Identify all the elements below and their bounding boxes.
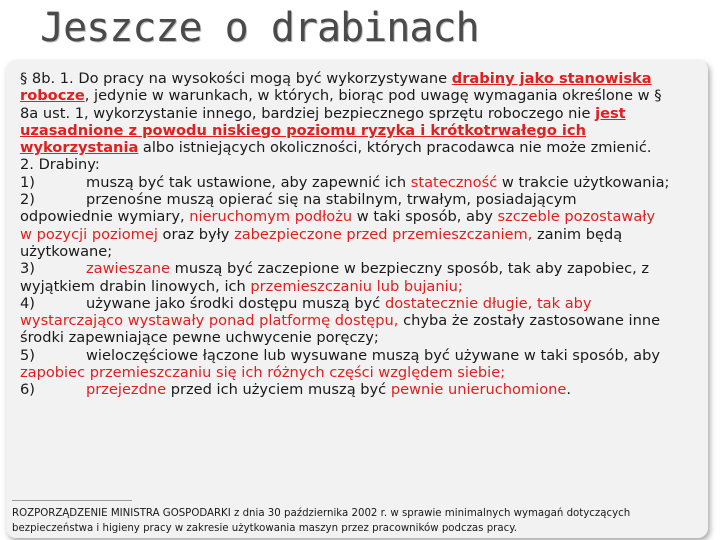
list-item-text: w trakcie użytkowania; [497, 173, 670, 191]
highlight-ladders-as-workstations: drabiny jako stanowiska robocze [20, 70, 652, 105]
list-item-highlight: zabezpieczone przed przemieszczaniem, [234, 225, 533, 243]
list-item-text: chyba że zostały zastosowane inne środki zapewniające pewne uchwycenie poręczy; [20, 312, 661, 347]
list-item-text: w taki sposób, aby [352, 208, 498, 226]
paragraph-2: 2. Drabiny: [20, 156, 100, 174]
list-item-number: 6) [20, 381, 35, 399]
list-item [20, 174, 670, 191]
regulation-text [20, 70, 670, 399]
list-item-text: wieloczęściowe łączone lub wysuwane muszą być używane w taki sposób, aby [86, 346, 660, 364]
list-item-number: 3) [20, 260, 35, 278]
list-item-highlight: pewnie unieruchomione [390, 381, 567, 399]
list-item-number: 2) [20, 191, 35, 209]
list-item-highlight: zapobiec przemieszczaniu się ich różnych części względem siebie; [20, 364, 506, 382]
list-item [20, 347, 670, 382]
list-item-highlight: dostatecznie długie, tak aby wystarczająco wystawały ponad platformę dostępu, [20, 294, 592, 330]
list-item-text: zanim będą użytkowane; [20, 225, 623, 260]
slide-title: Jeszcze o drabinach [40, 5, 479, 51]
list-item-text: muszą być zaczepione w bezpieczny sposób, tak aby zapobiec, z wyjątkiem drabin linowych, ich [20, 260, 650, 295]
ladder-requirements-list [20, 174, 670, 399]
list-item-number: 4) [20, 294, 35, 312]
list-item [20, 381, 670, 398]
list-item-text: używane jako środki dostępu muszą być [86, 294, 385, 312]
para1-text2: , jedynie w warunkach, w których, biorąc pod uwagę wymagania określone w § 8a ust. 1, wykorzystanie innego, bardziej bezpiecznego sprzętu roboczego nie [20, 87, 662, 122]
list-item-highlight: nieruchomym podłożu [189, 208, 353, 226]
footer-citation: ROZPORZĄDZENIE MINISTRA GOSPODARKI z dnia 30 października 2002 r. w sprawie minimalnych wymagań dotyczących bezpieczeństwa i higieny pracy w zakresie użytkowania maszyn przez pracowników podczas pracy. [12, 508, 631, 534]
list-item-highlight: zawieszane [86, 260, 171, 278]
list-item-text: muszą być tak ustawione, aby zapewnić ich [86, 173, 411, 191]
list-item-highlight: szczeble pozostawały w pozycji poziomej [20, 208, 656, 243]
highlight-low-risk: jest uzasadnione z powodu niskiego poziomu ryzyka i krótkotrwałego ich wykorzystania [20, 104, 626, 157]
para1-intro: § 8b. 1. Do pracy na wysokości mogą być wykorzystywane [20, 70, 452, 87]
list-item-text: . [566, 381, 571, 399]
list-item-highlight: przejezdne [86, 381, 167, 399]
list-item-text: oraz były [157, 225, 235, 243]
footer-divider [12, 500, 132, 501]
list-item-highlight: przemieszczaniu lub bujaniu; [250, 277, 463, 295]
list-item-number: 5) [20, 346, 35, 364]
list-item [20, 260, 670, 295]
list-item-text: przed ich użyciem muszą być [166, 381, 391, 399]
list-item-text: przenośne muszą opierać się na stabilnym, trwałym, posiadającym odpowiednie wymiary, [20, 191, 577, 226]
list-item [20, 295, 670, 347]
para1-text3: albo istniejących okoliczności, których pracodawca nie może zmienić. [138, 139, 652, 157]
list-item-highlight: stateczność [410, 173, 498, 191]
paragraph-1 [20, 70, 670, 156]
list-item-number: 1) [20, 173, 35, 191]
list-item [20, 191, 670, 260]
